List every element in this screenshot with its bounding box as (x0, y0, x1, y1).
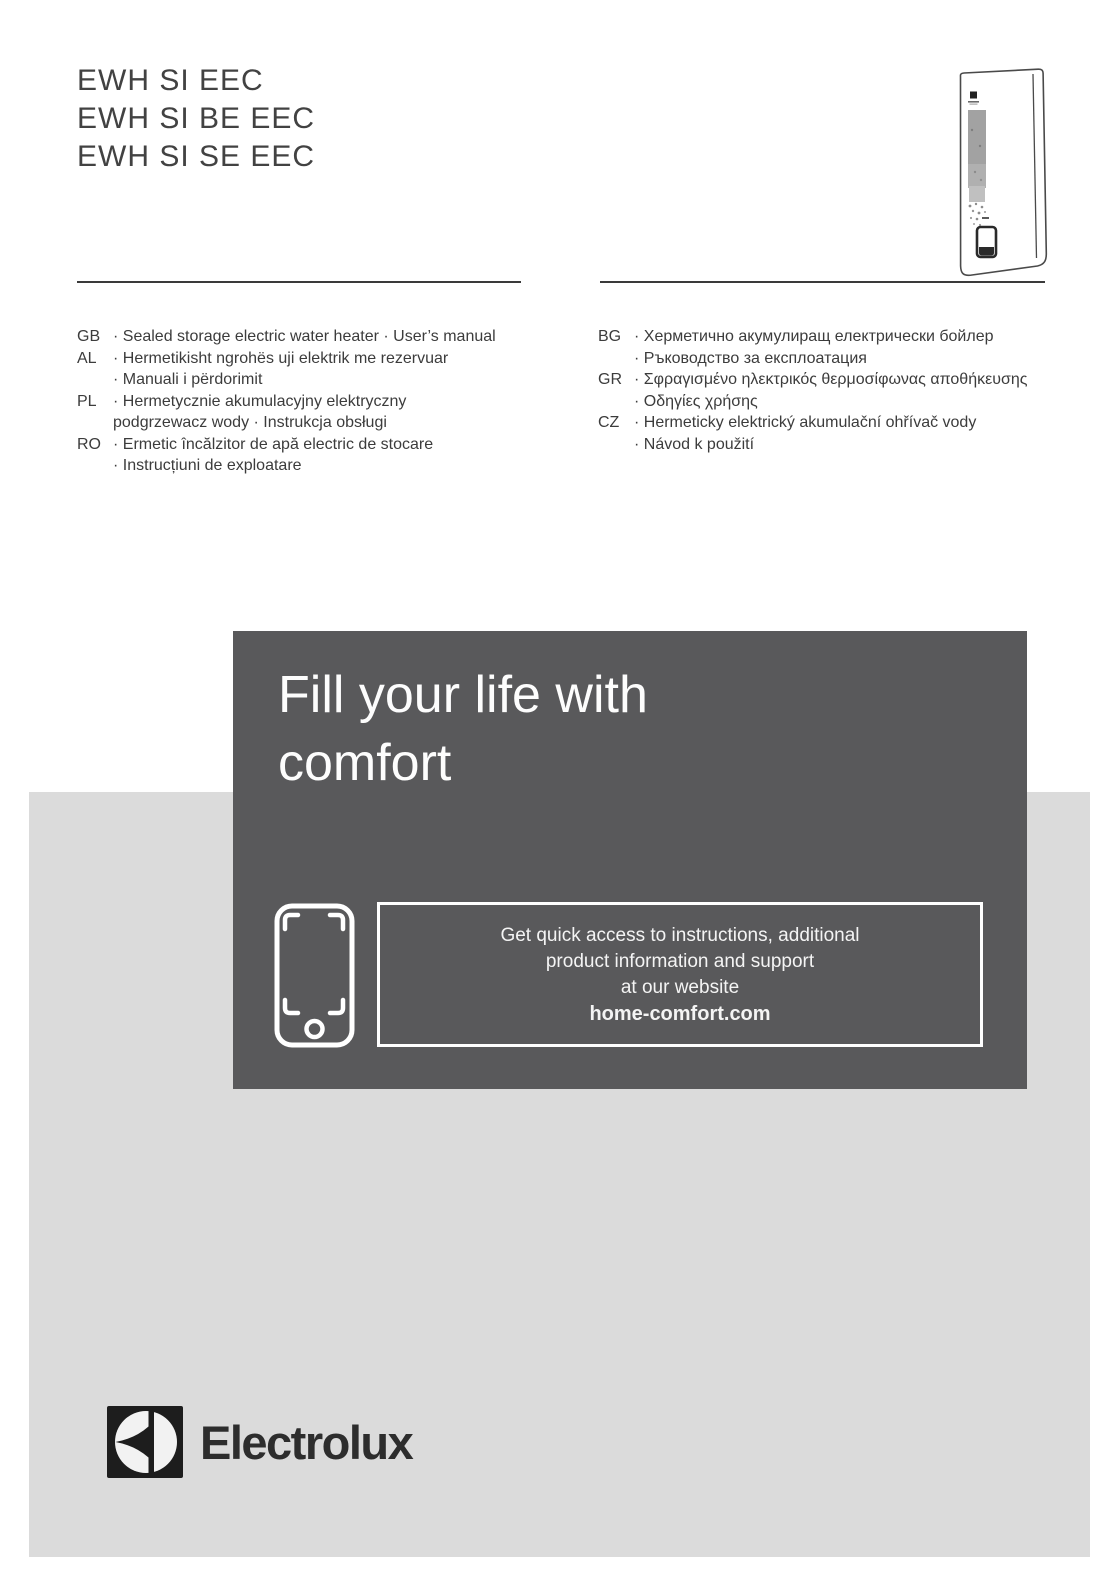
electrolux-symbol-icon (107, 1406, 183, 1478)
language-line: · Hermeticky elektrický akumulační ohřívač vody (634, 414, 977, 431)
model-name: EWH SI BE EEC (77, 102, 316, 135)
language-line: · Hermetikisht ngrohës uji elektrik me rezervuar (113, 349, 449, 367)
language-line: · Manuali i përdorimit (113, 371, 263, 388)
model-name: EWH SI SE EEC (77, 140, 316, 173)
language-line: · Ermetic încălzitor de apă electric de stocare (113, 435, 434, 453)
language-line: · Hermetycznie akumulacyjny elektryczny (113, 392, 407, 410)
banner-title-line: Fill your life with (278, 666, 648, 724)
language-line: · Návod k použití (634, 435, 755, 453)
website-url: home-comfort.com (589, 1002, 771, 1025)
heater-display (977, 227, 996, 257)
language-line: · Οδηγίες χρήσης (634, 392, 758, 410)
language-code: GB (77, 328, 101, 345)
language-entry-pl (77, 391, 577, 434)
language-line: · Sealed storage electric water heater · User’s manual (113, 328, 496, 345)
info-line: product information and support (545, 950, 815, 972)
info-box (377, 902, 983, 1047)
divider-left (77, 281, 521, 283)
language-code: PL (77, 392, 97, 410)
promo-banner (233, 631, 1027, 1089)
language-entry-bg (598, 326, 1098, 369)
language-list-left (77, 326, 577, 477)
language-code: BG (598, 328, 622, 345)
banner-title-line: comfort (278, 734, 452, 792)
language-code: GR (598, 371, 622, 388)
language-line: · Ръководство за експлоатация (634, 349, 867, 367)
water-heater-illustration (930, 60, 1050, 280)
language-code: CZ (598, 414, 620, 431)
language-code: RO (77, 435, 101, 453)
language-entry-gr (598, 369, 1098, 412)
language-line: podgrzewacz wody · Instrukcja obsługi (113, 414, 387, 431)
language-line: · Херметично акумулиращ електрически бойлер (634, 328, 994, 345)
divider-right (600, 281, 1045, 283)
brand-wordmark: Electrolux (200, 1415, 413, 1469)
brand-logo (107, 1406, 412, 1478)
language-line: · Instrucțiuni de exploatare (113, 457, 302, 474)
info-line: Get quick access to instructions, additional (500, 924, 860, 946)
language-entry-cz (598, 412, 1098, 455)
language-code: AL (77, 349, 97, 367)
heater-logo-mark (970, 92, 977, 99)
language-list-right (598, 326, 1098, 455)
phone-scan-icon (274, 903, 355, 1048)
model-names (77, 62, 315, 176)
language-entry-ro (77, 434, 577, 477)
banner-title (278, 661, 648, 797)
info-line: at our website (620, 976, 740, 998)
model-name: EWH SI EEC (77, 64, 264, 97)
language-entry-al (77, 348, 577, 391)
language-line: · Σφραγισμένο ηλεκτρικός θερμοσίφωνας αποθήκευσης (634, 371, 1028, 388)
language-entry-gb (77, 326, 577, 348)
